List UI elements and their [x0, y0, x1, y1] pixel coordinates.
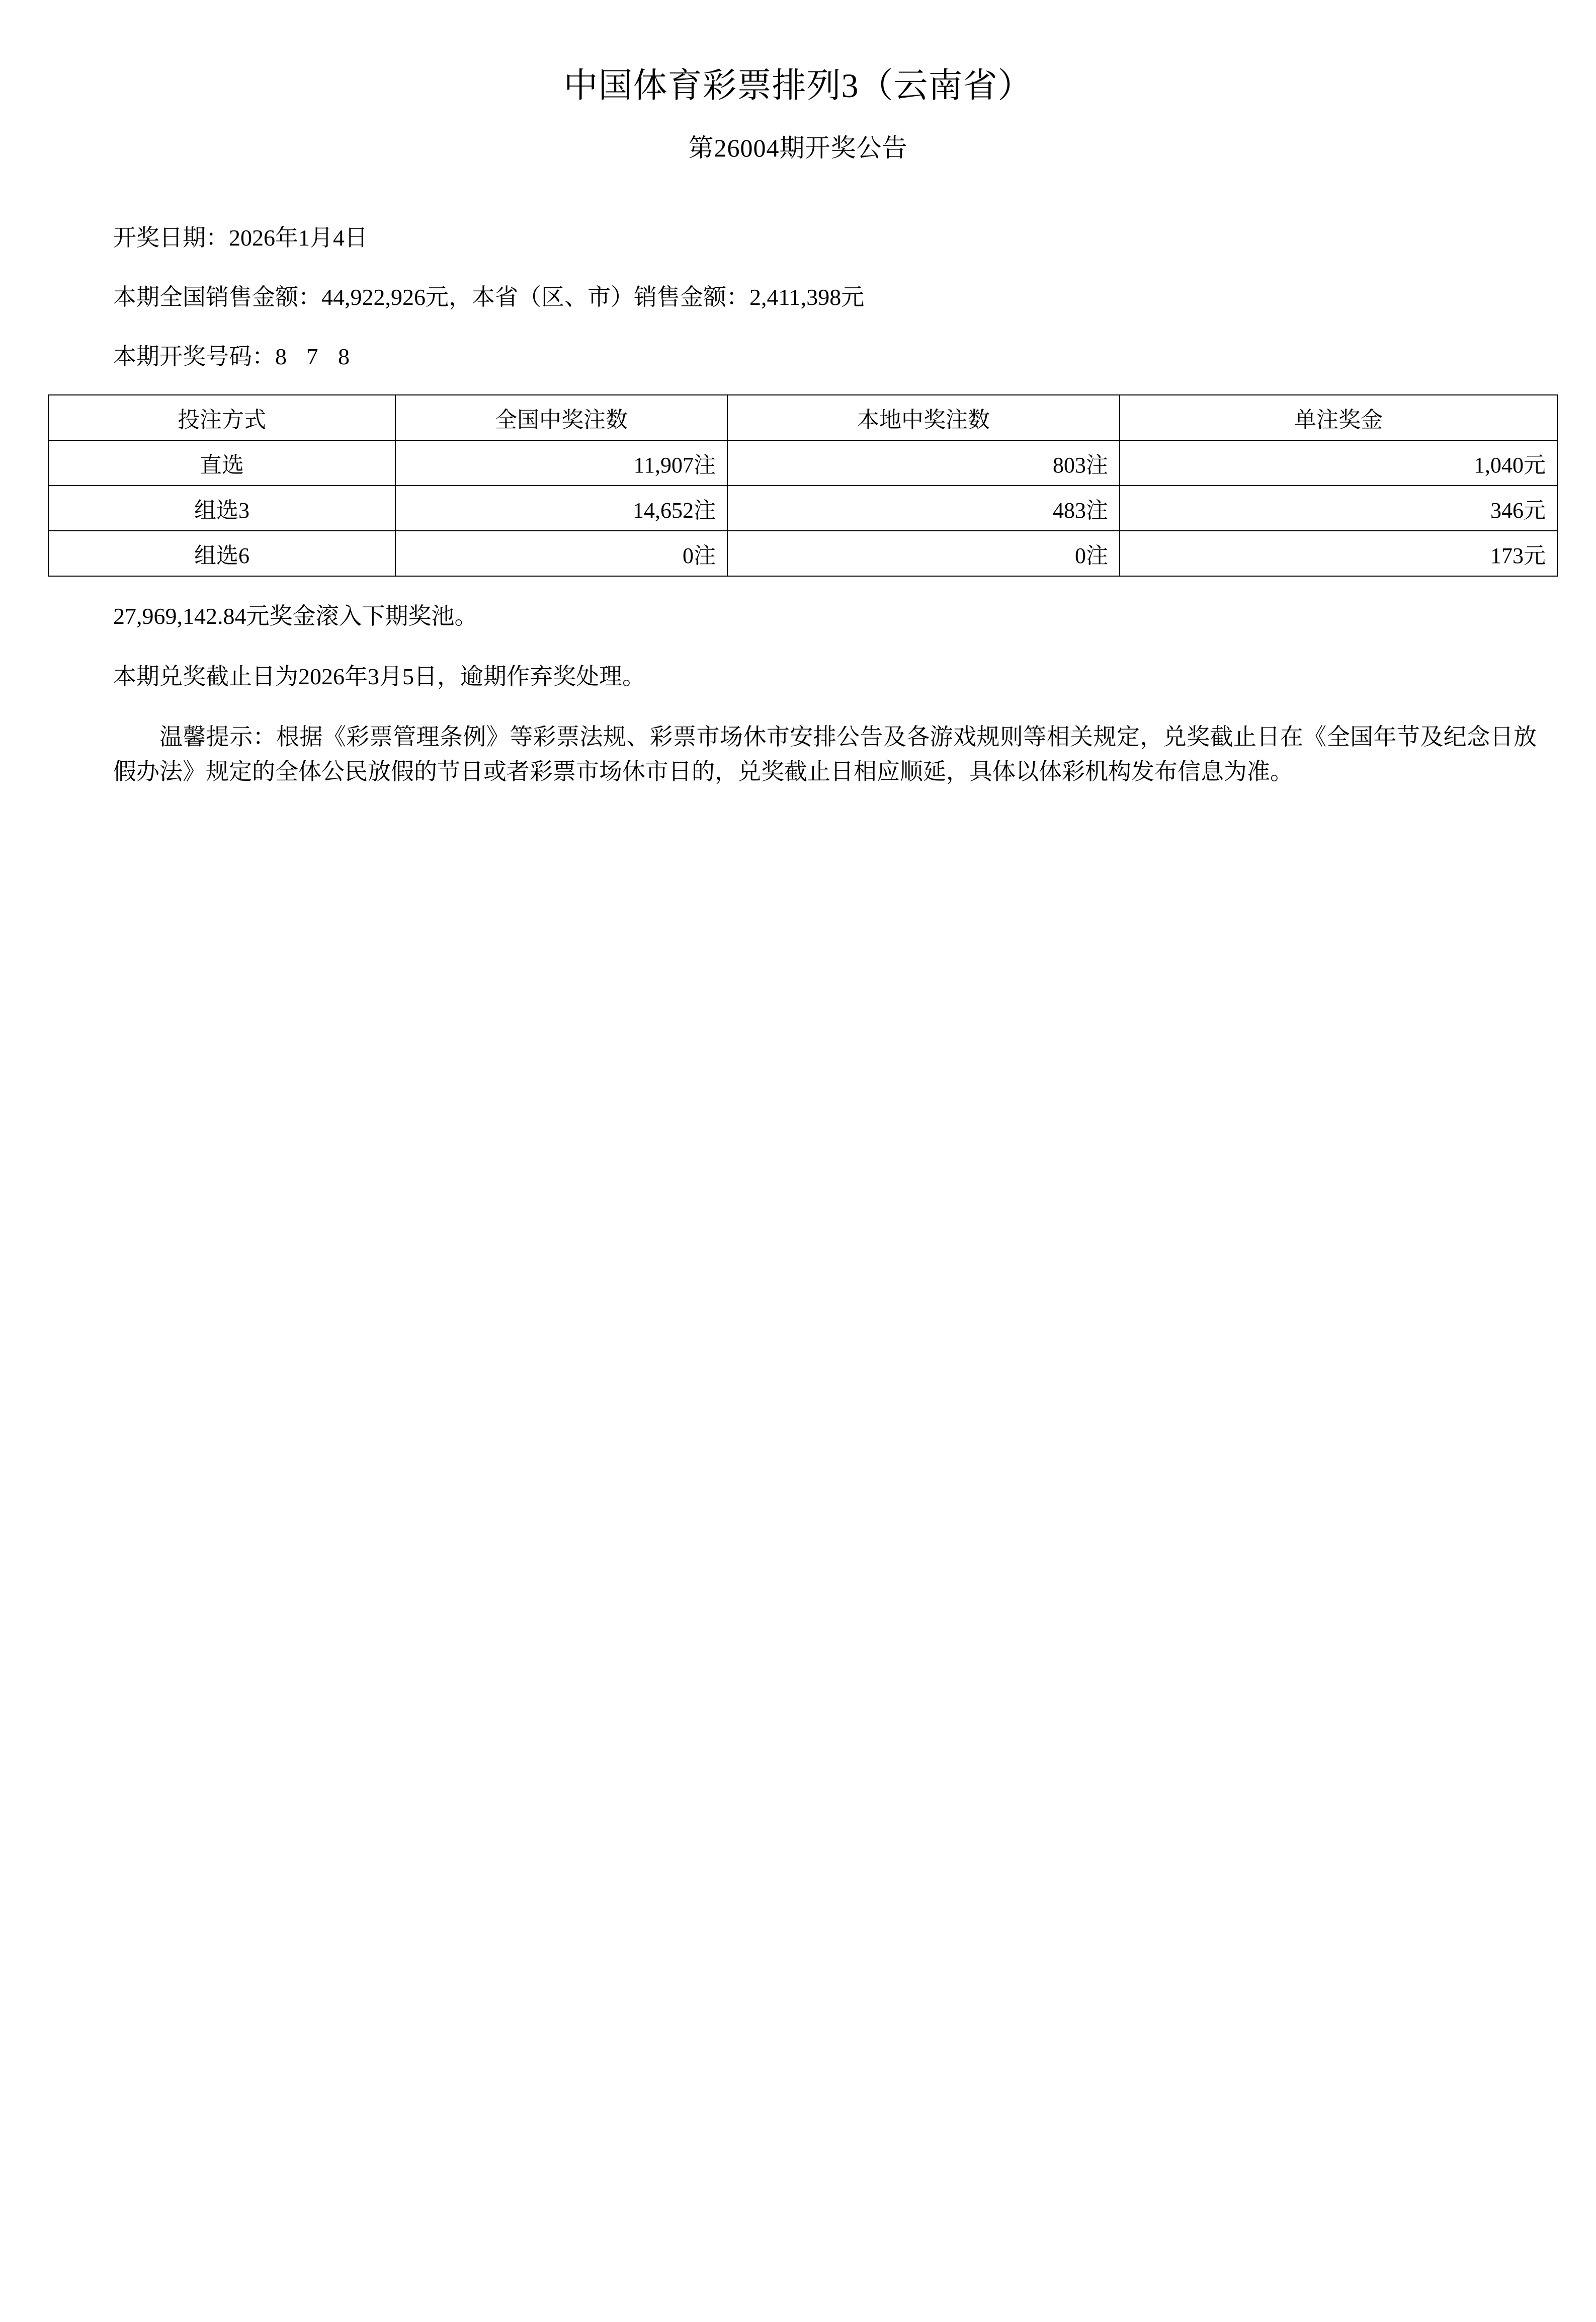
lottery-announcement-page: [0, 65, 1596, 2322]
cell-national-count: 14,652注: [395, 486, 727, 531]
column-header-prize: 单注奖金: [1120, 395, 1557, 440]
table-header-row: [48, 395, 1557, 440]
page-title: 中国体育彩票排列3（云南省）: [563, 66, 1033, 105]
cell-mode: 直选: [48, 440, 395, 486]
winning-numbers-value: 8 7 8: [275, 343, 357, 369]
cell-mode: 组选6: [48, 531, 395, 576]
column-header-local-count: 本地中奖注数: [727, 395, 1120, 440]
prize-table: [48, 394, 1558, 577]
draw-date-line: 开奖日期：2026年1月4日: [113, 224, 368, 251]
rollover-line: 27,969,142.84元奖金滚入下期奖池。: [113, 603, 478, 629]
cell-mode: 组选3: [48, 486, 395, 531]
warm-tip-paragraph: 温馨提示：根据《彩票管理条例》等彩票法规、彩票市场休市安排公告及各游戏规则等相关规定，兑奖截止日在《全国年节及纪念日放假办法》规定的全体公民放假的节日或者彩票市场休市日的，兑奖截止日相应顺延，具体以体彩机构发布信息为准。: [113, 724, 1537, 785]
column-header-national-count: 全国中奖注数: [395, 395, 727, 440]
cell-local-count: 0注: [727, 531, 1120, 576]
cell-local-count: 803注: [727, 440, 1120, 486]
cell-national-count: 0注: [395, 531, 727, 576]
claim-deadline-line: 本期兑奖截止日为2026年3月5日，逾期作弃奖处理。: [113, 663, 645, 689]
cell-prize: 173元: [1120, 531, 1557, 576]
column-header-mode: 投注方式: [48, 395, 395, 440]
announcement-info-block: [0, 222, 1596, 372]
cell-prize: 1,040元: [1120, 440, 1557, 486]
table-row: [48, 486, 1557, 531]
page-subtitle: 第26004期开奖公告: [688, 133, 908, 162]
announcement-notes-block: [0, 601, 1596, 789]
cell-local-count: 483注: [727, 486, 1120, 531]
cell-prize: 346元: [1120, 486, 1557, 531]
winning-numbers-label: 本期开奖号码：: [113, 343, 275, 369]
table-row: [48, 440, 1557, 486]
table-row: [48, 531, 1557, 576]
cell-national-count: 11,907注: [395, 440, 727, 486]
sales-amount-line: 本期全国销售金额：44,922,926元，本省（区、市）销售金额：2,411,398元: [113, 284, 865, 310]
winning-numbers-line: [50, 341, 1546, 372]
